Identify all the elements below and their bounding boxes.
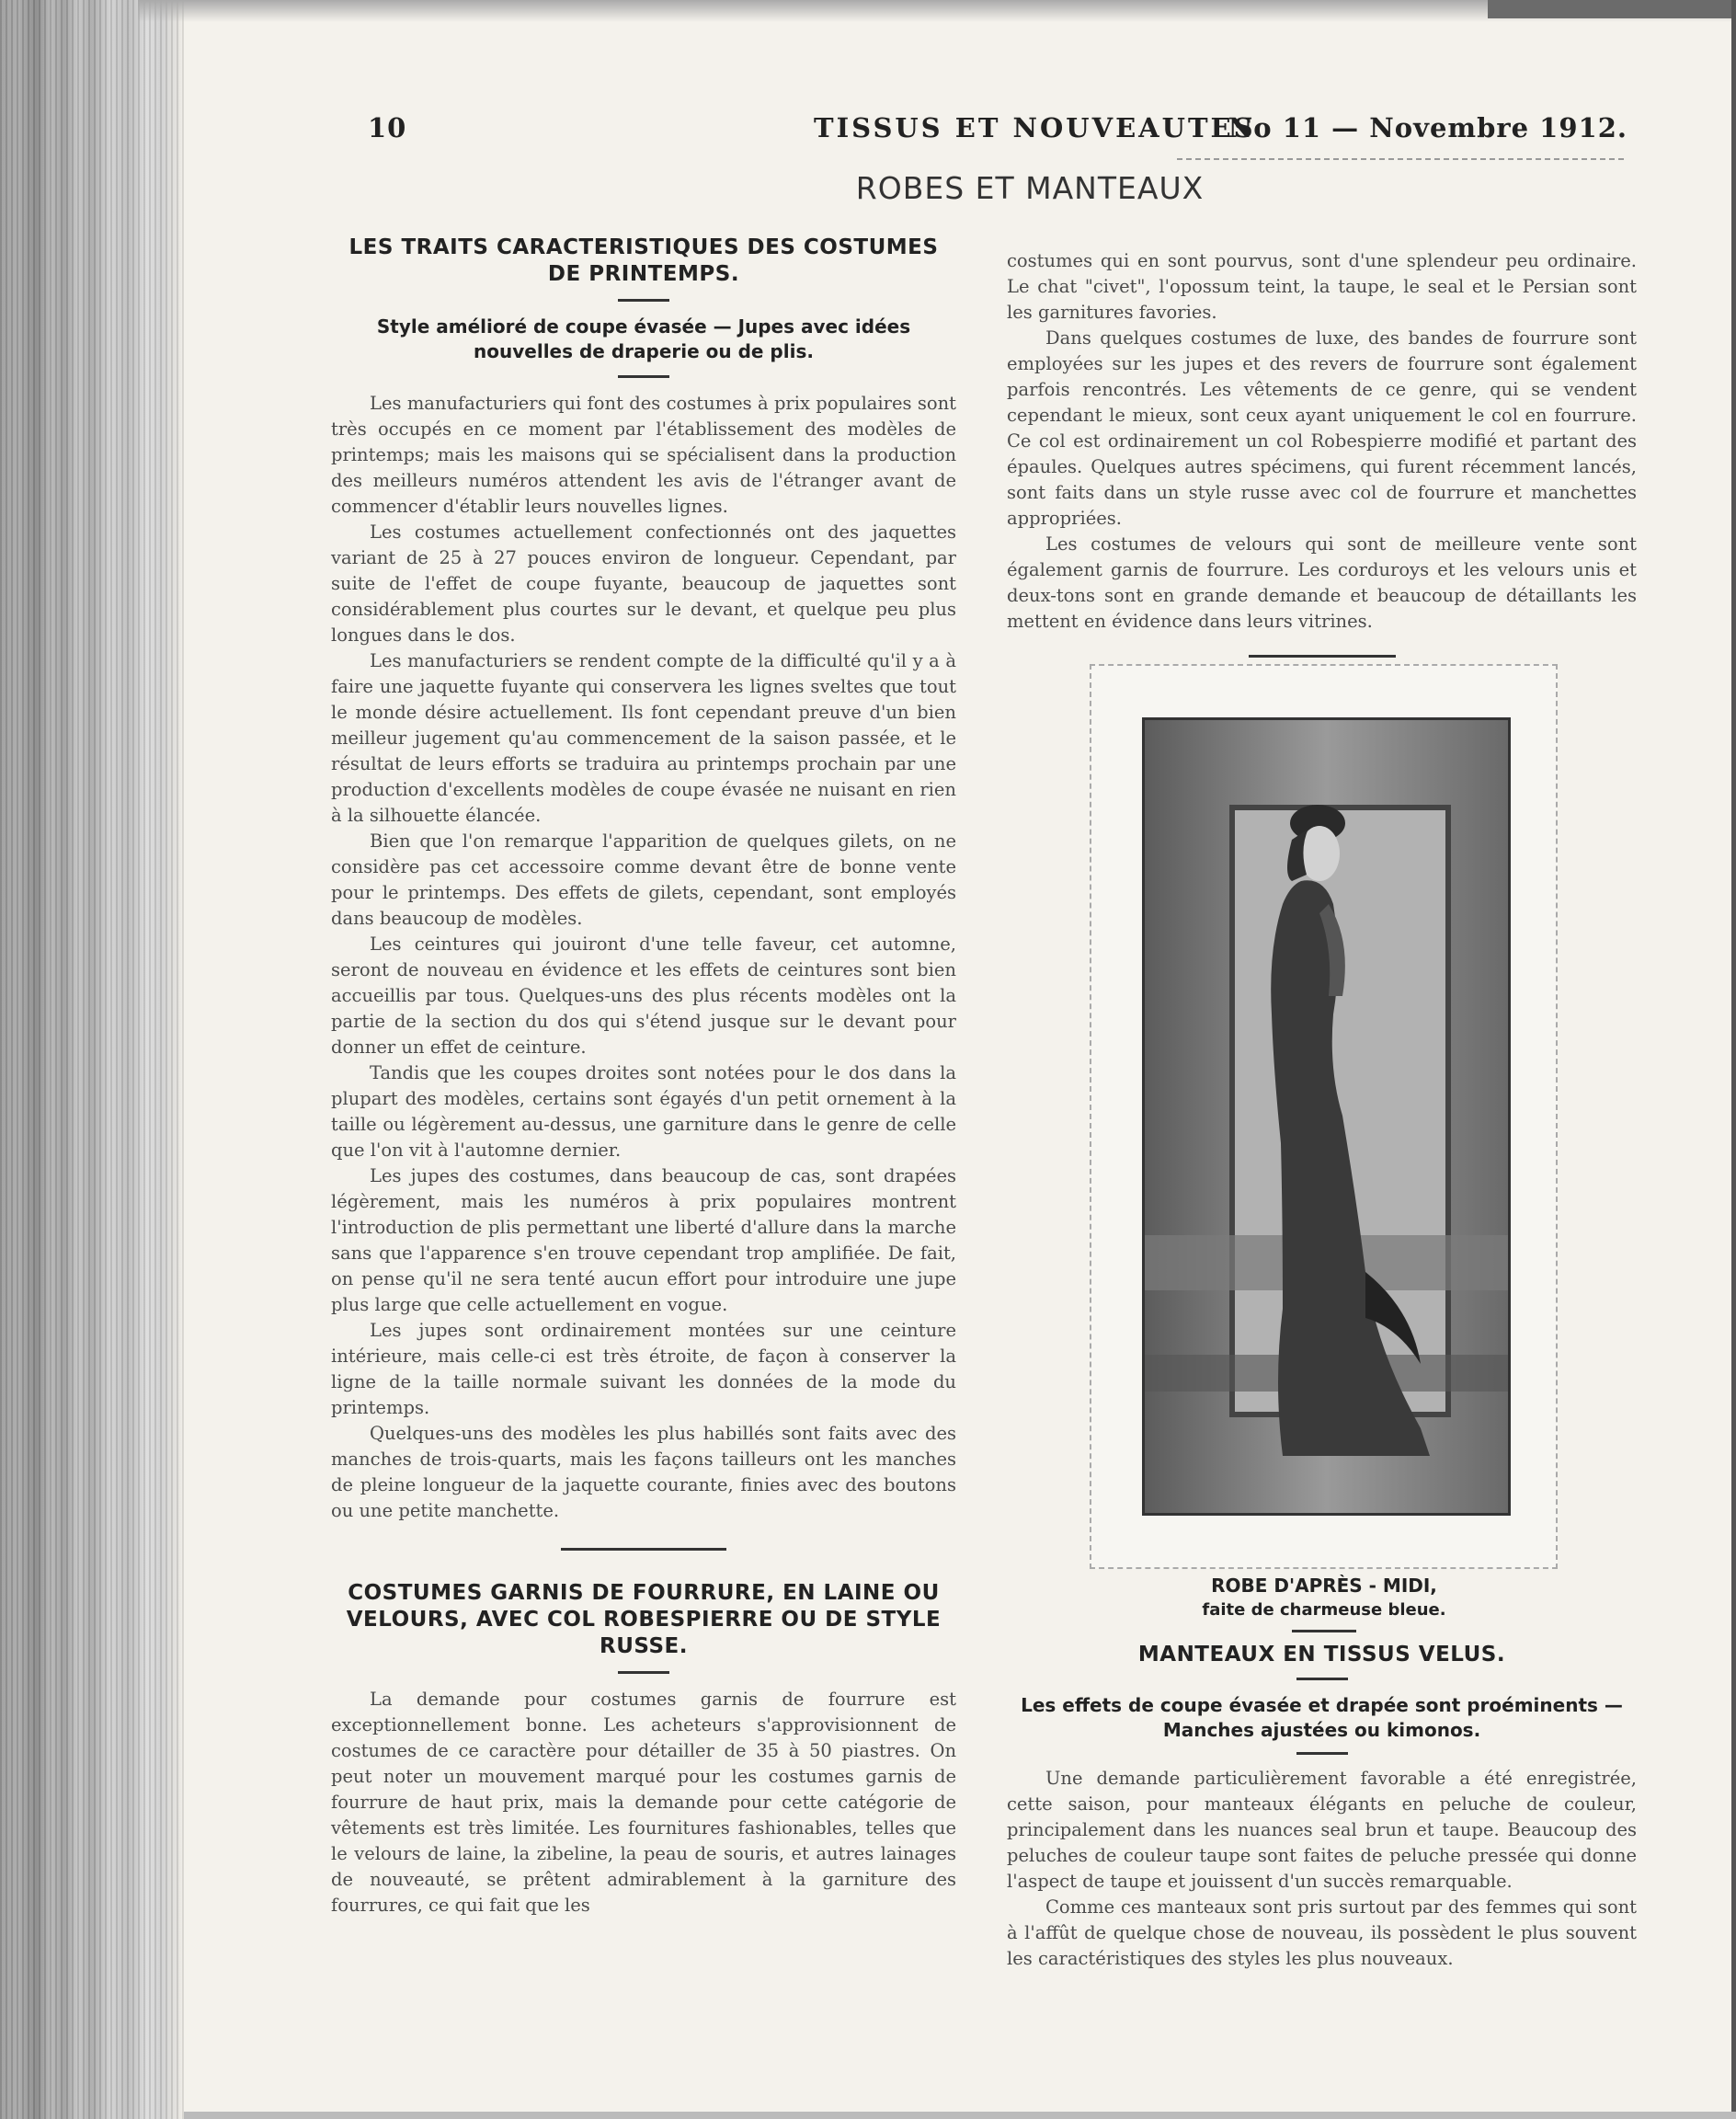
article-separator <box>561 1548 726 1551</box>
article3-paragraph: Comme ces manteaux sont pris surtout par des femmes qui sont à l'affût de quelque chose de nouveau, ils possèdent le plus souvent les caractéristiques des styles les plus nouveaux. <box>1007 1896 1637 1969</box>
article2-paragraph: La demande pour costumes garnis de fourrure est exceptionnellement bonne. Les acheteurs s'approvisionnent de costumes de ce caractère pour détailler de 35 à 50 piastres. On peut noter un mouvement marqué pour les costumes garnis de fourrure de haut prix, mais la demande pour cette catégorie de vêtements est très limitée. Les fournitures fashionables, telles que le velours de laine, la zibeline, la peau de souris, et autres lainages de nouveauté, se prêtent admirablement à la garniture des fourrures, ce qui fait que les <box>331 1689 956 1916</box>
article1-paragraph: Les jupes sont ordinairement montées sur une ceinture intérieure, mais celle-ci est très étroite, de façon à conserver la ligne de la taille normale suivant les données de la mode du printemps. <box>331 1320 956 1418</box>
article1-paragraph: Les manufacturiers se rendent compte de la difficulté qu'il y a à faire une jaquette fuyante qui conservera les lignes sveltes que tout le monde désire actuellement. Ils font cependant preuve d'un bien meilleur jugement qu'au commencement de la saison passée, et le résultat de leurs efforts se traduira au printemps prochain par une production d'excellents modèles de coupe évasée ne nuisant en rien à la silhouette élancée. <box>331 650 956 826</box>
article1-paragraph: Les jupes des costumes, dans beaucoup de cas, sont drapées légèrement, mais les numéros à prix populaires montrent l'introduction de plis permettant une liberté d'allure dans la marche sans que l'apparence s'en trouve cependant trop amplifiée. De fait, on pense qu'il ne sera tenté aucun effort pour introduire une jupe plus large que celle actuellement en vogue. <box>331 1165 956 1315</box>
article3 <box>1007 1642 1637 1972</box>
divider <box>618 375 669 378</box>
left-column <box>331 235 956 1919</box>
article2-title: COSTUMES GARNIS DE FOURRURE, EN LAINE OU VELOURS, AVEC COL ROBESPIERRE OU DE STYLE RUSSE. <box>346 1581 942 1658</box>
figure-frame <box>1090 664 1558 1569</box>
divider <box>1296 1678 1348 1680</box>
fashion-photograph <box>1142 717 1511 1516</box>
page-corner-shadow <box>1488 0 1736 18</box>
article1-paragraph: Les manufacturiers qui font des costumes à prix populaires sont très occupés en ce moment par l'établissement des modèles de printemps; mais les maisons qui se spécialisent dans la production des meilleurs numéros attendent les avis de l'étranger avant de commencer d'établir leurs nouvelles lignes. <box>331 393 956 517</box>
page-right-edge <box>1731 0 1736 2119</box>
article1-paragraph: Les ceintures qui jouiront d'une telle faveur, cet automne, seront de nouveau en évidence et les effets de ceintures sont bien accueillis par tous. Quelques-uns des plus récents modèles ont la partie de la section du dos qui s'étend jusque sur le devant pour donner un effet de ceinture. <box>331 934 956 1058</box>
article3-subtitle: Les effets de coupe évasée et drapée sont proéminents — Manches ajustées ou kimonos. <box>1021 1694 1623 1741</box>
article2-paragraph: Dans quelques costumes de luxe, des bandes de fourrure sont employées sur les jupes et des revers de fourrure sont également parfois rencontrés. Les vêtements de ce genre, qui se vendent cependant le mieux, sont ceux ayant uniquement le col en fourrure. Ce col est ordinairement un col Robespierre modifié et partant des épaules. Quelques autres spécimens, qui furent récemment lancés, sont faits dans un style russe avec col de fourrure et manchettes appropriées. <box>1007 327 1637 529</box>
article3-paragraph: Une demande particulièrement favorable a été enregistrée, cette saison, pour manteaux élégants en peluche de couleur, principalement dans les nuances seal brun et taupe. Beaucoup des peluches de couleur taupe sont faites de peluche pressée qui donne l'aspect de taupe et jouissent d'un succès remarquable. <box>1007 1768 1637 1892</box>
figure-caption <box>1011 1573 1637 1644</box>
section-title: ROBES ET MANTEAUX <box>855 170 1205 206</box>
article2-paragraph: Les costumes de velours qui sont de meilleure vente sont également garnis de fourrure. Les corduroys et les velours unis et deux-tons sont en grande demande et beaucoup de détaillants les mettent en évidence dans leurs vitrines. <box>1007 533 1637 632</box>
article3-title: MANTEAUX EN TISSUS VELUS. <box>1137 1643 1506 1667</box>
article1-paragraph: Les costumes actuellement confectionnés ont des jaquettes variant de 25 à 27 pouces environ de longueur. Cependant, par suite de l'effet de coupe fuyante, beaucoup de jaquettes sont considérablement plus courtes sur le devant, et quelque peu plus longues dans le dos. <box>331 521 956 646</box>
page-bottom-edge <box>184 2112 1736 2119</box>
running-head-rule <box>1177 158 1628 160</box>
caption-line1: ROBE D'APRÈS - MIDI, <box>1211 1575 1437 1597</box>
divider <box>1249 655 1396 658</box>
journal-title: TISSUS ET NOUVEAUTES <box>814 112 1256 143</box>
article1-subtitle: Style amélioré de coupe évasée — Jupes avec idées nouvelles de draperie ou de plis. <box>376 315 911 362</box>
caption-line2: faite de charmeuse bleue. <box>1202 1600 1446 1620</box>
right-column <box>1007 248 1637 670</box>
divider <box>1292 1630 1356 1632</box>
divider <box>618 299 669 302</box>
article1-paragraph: Quelques-uns des modèles les plus habillés sont faits avec des manches de trois-quarts, mais les façons tailleurs ont les manches de pleine longueur de la jaquette courante, finies avec des boutons ou une petite manchette. <box>331 1423 956 1521</box>
article1-paragraph: Bien que l'on remarque l'apparition de quelques gilets, on ne considère pas cet accessoire comme devant être de bonne vente pour le printemps. Des effets de gilets, cependant, sont employés dans beaucoup de modèles. <box>331 830 956 929</box>
running-head <box>368 112 1628 149</box>
divider <box>1296 1752 1348 1755</box>
divider <box>618 1671 669 1674</box>
issue-date: No 11 — Novembre 1912. <box>1228 112 1628 143</box>
page-number: 10 <box>368 112 407 143</box>
article1-paragraph: Tandis que les coupes droites sont notées pour le dos dans la plupart des modèles, certains sont égayés d'un petit ornement à la taille ou légèrement au-dessus, une garniture dans le genre de celle que l'on vit à l'automne dernier. <box>331 1062 956 1161</box>
book-binding-edge <box>0 0 184 2119</box>
article2-continuation: costumes qui en sont pourvus, sont d'une splendeur peu ordinaire. Le chat "civet", l'opossum teint, la taupe, le seal et le Persian sont les garnitures favories. <box>1007 250 1637 323</box>
article1-title: LES TRAITS CARACTERISTIQUES DES COSTUMES DE PRINTEMPS. <box>348 235 939 286</box>
woman-in-gown-illustration <box>1145 720 1508 1513</box>
